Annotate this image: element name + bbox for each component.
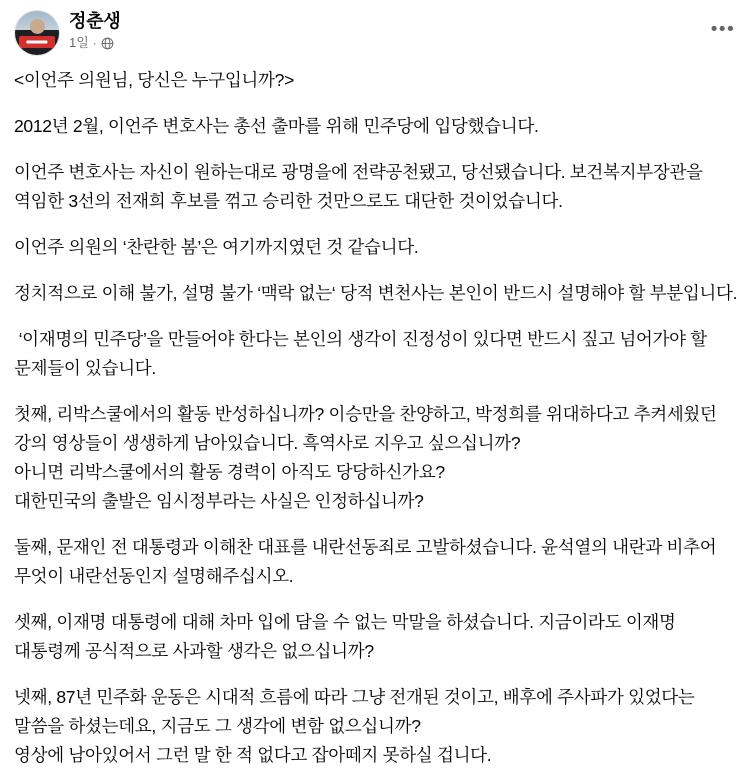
post-meta — [69, 35, 706, 51]
post-paragraph: 아니면 리박스쿨에서의 활동 경력이 아직도 당당하신가요? — [14, 462, 445, 482]
post-body — [0, 60, 754, 782]
post-paragraph: ‘이재명의 민주당’을 만들어야 한다는 본인의 생각이 진정성이 있다면 반드시 짚고 넘어가야 할 문제들이 있습니다. — [14, 329, 712, 378]
post-paragraph: 이언주 변호사는 자신이 원하는대로 광명을에 전략공천됐고, 당선됐습니다. 보건복지부장관을 역임한 3선의 전재희 후보를 꺾고 승리한 것만으로도 대단한 것이었습니다. — [14, 162, 708, 211]
post-paragraph: 영상에 남아있어서 그런 말 한 적 없다고 잡아떼지 못하실 겁니다. — [14, 745, 492, 765]
post-paragraph: 둘째, 문재인 전 대통령과 이해찬 대표를 내란선동죄로 고발하셨습니다. 윤석열의 내란과 비추어 무엇이 내란선동인지 설명해주십시오. — [14, 537, 721, 586]
post-paragraph: 대한민국의 출발은 임시정부라는 사실은 인정하십니까? — [14, 491, 424, 511]
post-header — [0, 0, 754, 60]
post-header-text — [60, 10, 706, 51]
post-paragraph: 셋째, 이재명 대통령에 대해 차마 입에 담을 수 없는 막말을 하셨습니다. 지금이라도 이재명 대통령께 공식적으로 사과할 생각은 없으십니까? — [14, 612, 681, 661]
author-name[interactable]: 정춘생 — [69, 11, 121, 31]
post-paragraph: 정치적으로 이해 불가, 설명 불가 ‘맥락 없는‘ 당적 변천사는 본인이 반드시 설명해야 할 부분입니다. — [14, 283, 738, 303]
globe-icon[interactable] — [101, 37, 114, 50]
post-options-button[interactable]: ••• — [710, 18, 736, 40]
avatar-head — [30, 19, 45, 34]
post-paragraph: <이언주 의원님, 당신은 누구입니까?> — [14, 70, 294, 90]
post-paragraph: 2012년 2월, 이언주 변호사는 총선 출마를 위해 민주당에 입당했습니다. — [14, 116, 539, 136]
post-timestamp[interactable]: 1일 — [69, 35, 89, 50]
post-paragraph: 이언주 의원의 ‘찬란한 봄’은 여기까지였던 것 같습니다. — [14, 237, 419, 257]
avatar[interactable] — [14, 10, 60, 56]
avatar-banner — [19, 36, 54, 48]
post-paragraph: 넷째, 87년 민주화 운동은 시대적 흐름에 따라 그냥 전개된 것이고, 배후에 주사파가 있었다는 말씀을 하셨는데요, 지금도 그 생각에 변함 없으십니까? — [14, 687, 700, 736]
post-paragraph: 첫째, 리박스쿨에서의 활동 반성하십니까? 이승만을 찬양하고, 박정희를 위대하다고 추켜세웠던 강의 영상들이 생생하게 남아있습니다. 흑역사로 지우고 싶으십니까? — [14, 404, 722, 453]
meta-separator: · — [92, 36, 97, 50]
